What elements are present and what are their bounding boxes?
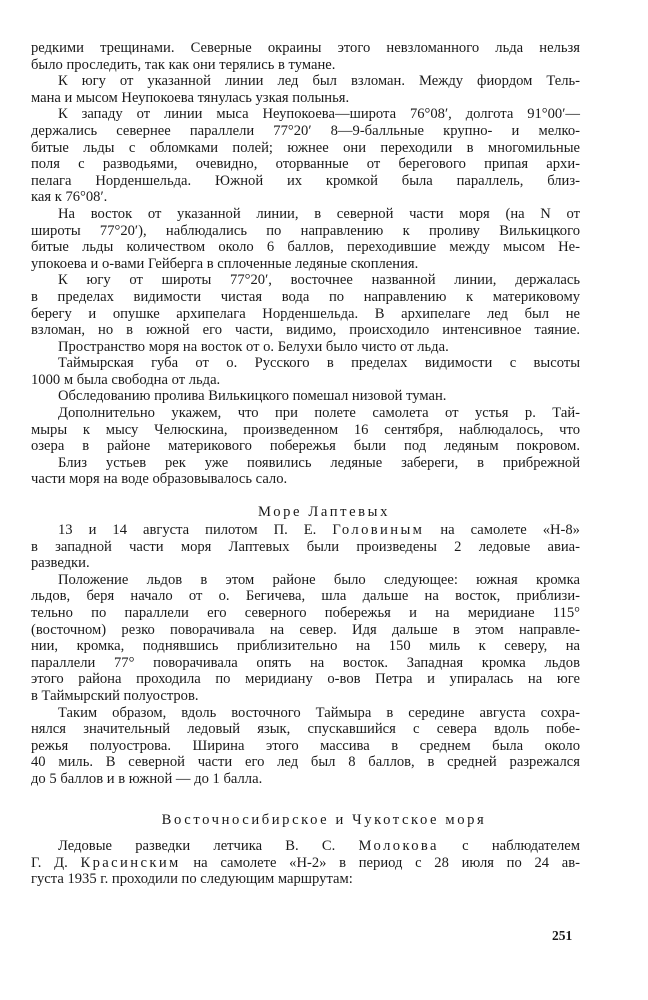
text-line: К югу от широты 77°20′, восточнее названной линии, держалась [58, 272, 580, 289]
text-fragment: 13 и 14 августа пилотом П. Е. [58, 522, 317, 538]
section-east-siberian-text [31, 838, 580, 888]
text-fragment: Ледовые разведки летчика В. С. [58, 838, 336, 854]
text-line: На восток от указанной линии, в северной части моря (на N от [58, 205, 580, 222]
text-line: 40 миль. В северной части его лед был 8 баллов, в средней разрежался [31, 754, 580, 771]
text-line: (восточном) резко поворачивала на север. Идя дальше в этом направле- [31, 621, 580, 638]
text-line: Таймырская губа от о. Русского в пределах видимости с высоты [58, 355, 580, 372]
text-line: Дополнительно укажем, что при полете самолета от устья р. Тай- [58, 405, 580, 422]
section-kara-sea-text [31, 40, 580, 488]
text-line: К югу от указанной линии лед был взломан. Между фиордом Тель- [58, 73, 580, 90]
text-line: битые льды количеством около 6 баллов, переходившие между мысом Не- [31, 239, 580, 256]
text-line: широты 77°20′), наблюдались по направлению к проливу Вилькицкого [31, 222, 580, 239]
text-line: тельно по параллели его северного побережья и на меридиане 115° [31, 604, 580, 621]
text-line: режья полуострова. Ширина этого массива в среднем была около [31, 737, 580, 754]
text-line: до 5 баллов и в южной — до 1 балла. [31, 770, 263, 787]
text-line [31, 838, 580, 855]
text-line: К западу от линии мыса Неупокоева—широта 76°08′, долгота 91°00′— [58, 106, 580, 123]
text-line: взломан, но в южной его части, видимо, происходило интенсивное таяние. [31, 322, 580, 339]
text-line: кая к 76°08′. [31, 189, 108, 206]
text-line: озера в районе материкового побережья были под ледяным покровом. [31, 438, 580, 455]
text-line: нялся значительный ледовый язык, спускавшийся с севера вдоль побе- [31, 721, 580, 738]
text-line: держались севернее параллели 77°20′ 8—9-балльные крупно- и мелко- [31, 122, 580, 139]
text-line: льдов, беря начало от о. Бегичева, шла дальше на восток, приблизи- [31, 588, 580, 605]
text-line: берегу и опушке архипелага Норденшельда. В архипелаге лед был не [31, 305, 580, 322]
text-line: Положение льдов в этом районе было следующее: южная кромка [58, 571, 580, 588]
text-line: этого района проходила по меридиану о-вов Петра и упиралась на юге [31, 671, 580, 688]
text-line: редкими трещинами. Северные окраины этого невзломанного льда нельзя [31, 40, 580, 56]
text-fragment: на самолете «Н-2» в период с 28 июля по 24 ав- [193, 854, 580, 871]
text-line: в Таймырский полуостров. [31, 687, 199, 704]
section-heading-laptev-sea: Море Лаптевых [258, 504, 390, 520]
text-line: в западной части моря Лаптевых были произведены 2 ледовые авиа- [31, 538, 580, 555]
text-line [31, 522, 580, 539]
text-line: мыры к мысу Челюскина, произведенном 16 сентября, наблюдалось, что [31, 421, 580, 438]
text-line: поля с разводьями, очевидно, оторванные от берегового припая архи- [31, 156, 580, 173]
text-line: в пределах видимости чистая вода по направлению к материковому [31, 288, 580, 305]
pilot-name: Молокова [358, 838, 439, 854]
pilot-name: Головиным [332, 522, 425, 538]
text-line: битые льды с обломками полей; южнее они переходили в многомильные [31, 139, 580, 156]
text-line: части моря на воде образовывалось сало. [31, 471, 288, 488]
text-line: разведки. [31, 555, 90, 572]
text-line: упокоева и о-вами Гейберга в сплоченные ледяные скопления. [31, 255, 419, 272]
text-line [31, 855, 580, 872]
section-laptev-sea-text [31, 522, 580, 788]
text-line: пелага Норденшельда. Южной их кромкой была параллель, близ- [31, 172, 580, 189]
text-line: 1000 м была свободна от льда. [31, 371, 221, 388]
text-line: Близ устьев рек уже появились ледяные забереги, в прибрежной [58, 454, 580, 471]
text-line: густа 1935 г. проходили по следующим маршрутам: [31, 871, 353, 888]
text-fragment: на самолете «Н-8» [440, 522, 580, 538]
text-line: мана и мысом Неупокоева тянулась узкая полынья. [31, 89, 350, 106]
observer-name: Красинским [80, 854, 181, 871]
page-number: 251 [552, 928, 573, 943]
text-fragment: с наблюдателем [462, 838, 581, 854]
text-line: Обследованию пролива Вилькицкого помешал низовой туман. [58, 388, 447, 405]
text-line: Пространство моря на восток от о. Белухи было чисто от льда. [58, 338, 449, 355]
text-line: Таким образом, вдоль восточного Таймыра в середине августа сохра- [58, 704, 580, 721]
text-line: нии, кромка, поднявшись приблизительно на 150 миль к северу, на [31, 638, 580, 655]
text-fragment: Г. Д. [31, 854, 68, 871]
text-line: параллели 77° поворачивала опять на восток. Западная кромка льдов [31, 654, 580, 671]
section-heading-east-siberian-chukchi-seas: Восточносибирское и Чукотское моря [161, 812, 487, 828]
text-line: было проследить, так как они терялись в тумане. [31, 56, 336, 73]
